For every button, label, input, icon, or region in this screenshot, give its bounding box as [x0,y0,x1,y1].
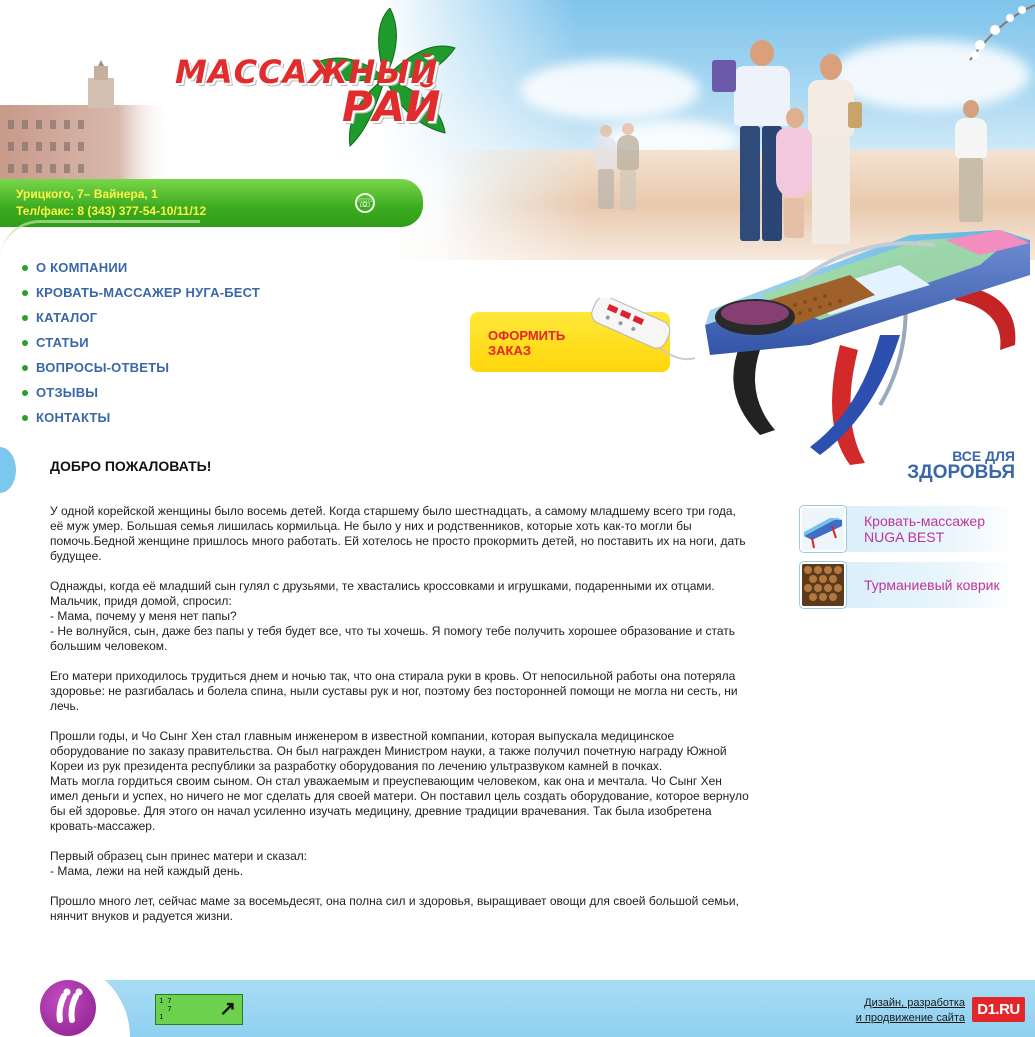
bullet-icon [22,290,28,296]
product-label-line1: Кровать-массажер [864,513,985,529]
site-logo[interactable] [170,8,460,148]
developer-credits [856,996,965,1026]
nav-link-reviews[interactable]: ОТЗЫВЫ [36,385,99,400]
remote-control-icon [585,298,695,368]
article-paragraph: Однажды, когда её младший сын гулял с друзьями, те хвастались кроссовками и игрушками, подаренными их отцами. Мальчик, придя домой, спросил: - Мама, почему у меня нет папы? - Не волнуйся, сын, даже без папы у тебя будет все, что ты хочешь. Я помогу тебе получить хорошее образование и стать большим человеком. [50,579,736,653]
nav-item-about[interactable] [22,255,260,280]
nav-item-articles[interactable] [22,330,260,355]
article-paragraph: Первый образец сын принес матери и сказал: - Мама, лежи на ней каждый день. [50,849,308,878]
article-paragraph: Прошли годы, и Чо Сынг Хен стал главным инженером в известной компании, которая выпускала медицинское оборудование по заказу правительства. Он был награжден Министром науки, а также получил почетную награду Южной Кореи из рук президента республики за разработку оборудования по лечению ультразвуком камней в почках. Мать могла гордиться своим сыном. Он стал уважаемым и преуспевающим человеком, как она и мечтала. Чо Сынг Хен имел деньги и успех, но ничего не мог сделать для своей матери. Он поставил цель создать оборудование, которое вернуло бы ей здоровье. Для этого он начал усиленно изучать медицину, древние традиции врачевания. Так была изобретена кровать-массажер. [50,729,749,833]
bullet-icon [22,365,28,371]
bullet-icon [22,315,28,321]
credit-link-design[interactable]: Дизайн, разработка [864,997,965,1009]
phone-text: Тел/факс: 8 (343) 377-54-10/11/12 [16,204,207,218]
article-paragraph: У одной корейской женщины было восемь детей. Когда старшему было шестнадцать, а самому младшему всего три года, её муж умер. Большая семья лишилась кормильца. Не было у них и родственников, которые хоть как-то могли бы помочь.Бедной женщине пришлось много работать. Ей хотелось не просто прокормить детей, но поставить их на ноги, дать будущее. [50,504,746,563]
visitor-counter[interactable] [155,994,243,1025]
product-label [864,513,985,545]
nav-link-catalog[interactable]: КАТАЛОГ [36,310,98,325]
product-link-tourmaline-mat[interactable] [800,562,1015,608]
address-text: Урицкого, 7– Вайнера, 1 [16,187,158,201]
product-label-line2: NUGA BEST [864,529,945,545]
nav-link-faq[interactable]: ВОПРОСЫ-ОТВЕТЫ [36,360,170,375]
credit-link-promotion[interactable]: и продвижение сайта [855,1012,965,1024]
nav-item-catalog[interactable] [22,305,260,330]
bullet-icon [22,340,28,346]
blossom-branch-icon [960,0,1035,70]
page-title: ДОБРО ПОЖАЛОВАТЬ! [50,458,212,474]
city-building-image [0,60,170,190]
nav-link-contacts[interactable]: КОНТАКТЫ [36,410,111,425]
bullet-icon [22,415,28,421]
logo-word-massage: МАССАЖНЫЙ [175,53,439,91]
massage-bed-image [700,225,1035,470]
tourmaline-mat-thumbnail [800,562,846,608]
bullet-icon [22,390,28,396]
counter-numbers: 1 7 7 1 [159,997,172,1021]
health-heading-small: ВСЕ ДЛЯ [952,448,1015,464]
health-heading-big: ЗДОРОВЬЯ [907,462,1015,483]
article-paragraph: Его матери приходилось трудиться днем и ночью так, что она стирала руки в кровь. От непосильной работы она потеряла здоровье: не разгибалась и болела спина, ныли суставы рук и ног, поэтому без посторонней помощи не могла ни сесть, ни лечь. [50,669,738,713]
nav-item-nuga-best[interactable] [22,280,260,305]
health-heading [795,448,1020,484]
nav-item-faq[interactable] [22,355,260,380]
nav-link-articles[interactable]: СТАТЬИ [36,335,89,350]
nav-link-nuga-best[interactable]: КРОВАТЬ-МАССАЖЕР НУГА-БЕСТ [36,285,261,300]
health-sidebar [795,448,1020,593]
cloud [520,60,700,120]
arrow-up-right-icon: ↗ [219,998,236,1020]
article [50,458,750,939]
nav-item-reviews[interactable] [22,380,260,405]
phone-icon: ☏ [355,193,375,213]
order-button-label: ОФОРМИТЬ ЗАКАЗ [488,328,566,358]
nav-item-contacts[interactable] [22,405,260,430]
header-banner [0,0,1035,470]
massage-bed-thumbnail [800,506,846,552]
main-navigation [22,255,260,430]
studio-logo[interactable]: D1.RU [972,997,1025,1022]
bullet-icon [22,265,28,271]
decorative-swoosh [0,220,200,260]
nav-link-about[interactable]: О КОМПАНИИ [36,260,128,275]
product-label: Турманиевый коврик [864,577,1000,593]
product-link-nuga-best[interactable] [800,506,1015,552]
article-paragraph: Прошло много лет, сейчас маме за восемьдесят, она полна сил и здоровья, выращивает овощи для своей большой семьи, нянчит внуков и радуется жизни. [50,894,739,923]
brand-logo-icon[interactable] [40,980,96,1036]
logo-word-paradise: РАЙ [342,82,441,131]
